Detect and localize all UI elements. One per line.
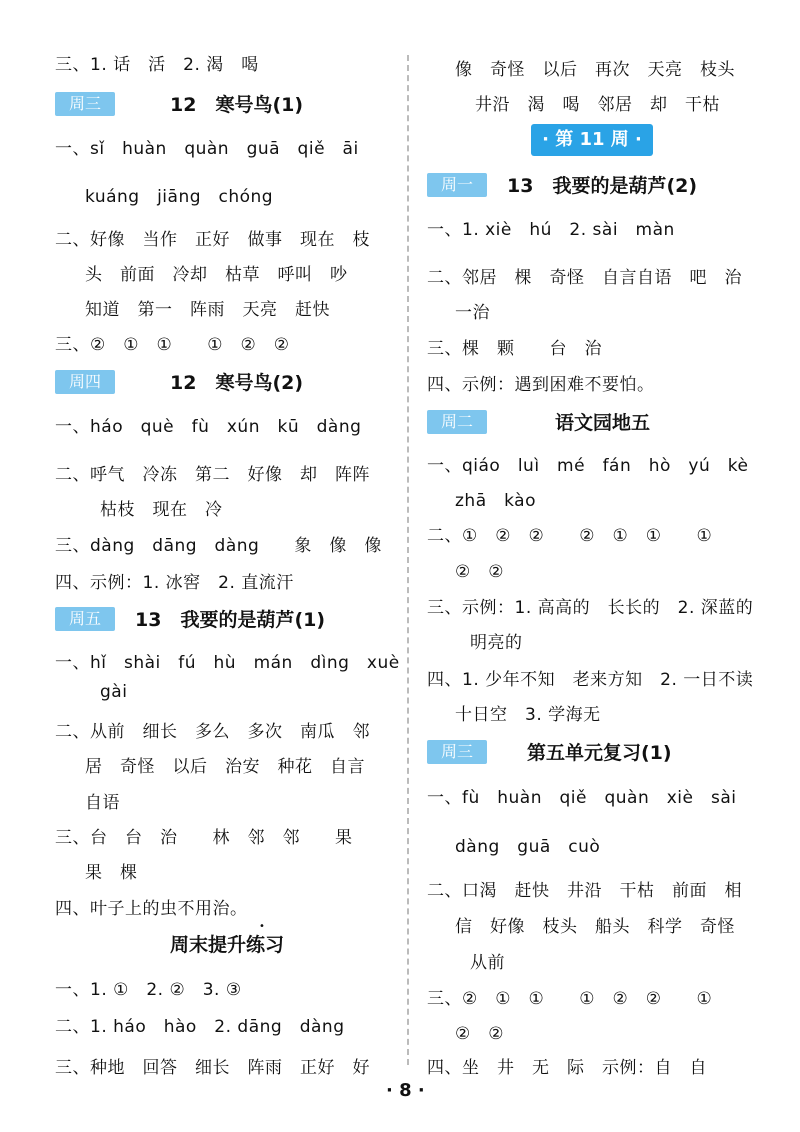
page-number: · 8 · (386, 1080, 425, 1101)
section-title: 12 寒号鸟(2) (170, 372, 304, 394)
answer-line: 三、dàng dāng dàng 象 像 像 (55, 536, 382, 556)
emphasis-dot: • (259, 921, 265, 932)
answer-line: 一、qiáo luì mé fán hò yú kè (427, 456, 749, 476)
answer-line: 二、口渴 赶快 井沿 干枯 前面 相 (427, 881, 742, 901)
answer-line: gài (100, 682, 128, 702)
answer-line: 一、hǐ shài fú hù mán dìng xuè (55, 653, 400, 673)
day-badge: 周二 (427, 410, 487, 434)
day-badge: 周一 (427, 173, 487, 197)
answer-line: 四、1. 少年不知 老来方知 2. 一日不读 (427, 670, 754, 690)
answer-line: 四、叶子上的虫不用治。 (55, 899, 248, 919)
answer-line: 三、种地 回答 细长 阵雨 正好 好 (55, 1058, 370, 1078)
section-title: 语文园地五 (555, 412, 651, 434)
answer-line: 二、1. háo hào 2. dāng dàng (55, 1017, 345, 1037)
day-badge: 周三 (55, 92, 115, 116)
answer-line: 信 好像 枝头 船头 科学 奇怪 (455, 917, 735, 937)
day-badge: 周五 (55, 607, 115, 631)
answer-line: 一、háo què fù xún kū dàng (55, 417, 362, 437)
answer-line: 三、② ① ① ① ② ② ① (427, 989, 713, 1009)
answer-line: 三、棵 颗 台 治 (427, 339, 602, 359)
answer-line: zhā kào (455, 491, 536, 511)
answer-line: 三、1. 话 活 2. 渴 喝 (55, 55, 259, 75)
section-title: 12 寒号鸟(1) (170, 94, 304, 116)
answer-line: 一、1. ① 2. ② 3. ③ (55, 980, 242, 1000)
answer-line: 一治 (455, 303, 490, 323)
answer-line: ② ② (455, 562, 504, 582)
day-badge: 周四 (55, 370, 115, 394)
answer-line: 四、坐 井 无 际 示例：自 自 (427, 1058, 707, 1078)
answer-line: 二、① ② ② ② ① ① ① (427, 526, 713, 546)
answer-line: 二、好像 当作 正好 做事 现在 枝 (55, 230, 370, 250)
answer-line: 明亮的 (470, 633, 523, 653)
answer-line: dàng guā cuò (455, 837, 601, 857)
answer-line: 三、示例：1. 高高的 长长的 2. 深蓝的 (427, 598, 754, 618)
answer-line: 居 奇怪 以后 治安 种花 自言 (85, 757, 365, 777)
answer-line: 四、示例：遇到困难不要怕。 (427, 375, 655, 395)
section-title: 13 我要的是葫芦(2) (507, 175, 698, 197)
answer-line: 一、1. xiè hú 2. sài màn (427, 220, 675, 240)
section-title: 第五单元复习(1) (527, 742, 672, 764)
answer-line: 一、sǐ huàn quàn guā qiě āi (55, 139, 359, 159)
answer-line: 枯枝 现在 冷 (100, 500, 223, 520)
answer-line: 井沿 渴 喝 邻居 却 干枯 (475, 95, 720, 115)
answer-line: 自语 (85, 793, 120, 813)
week-banner: · 第 11 周 · (531, 124, 653, 156)
answer-line: kuáng jiāng chóng (85, 187, 274, 207)
answer-line: 果 棵 (85, 863, 138, 883)
day-badge: 周三 (427, 740, 487, 764)
answer-line: 头 前面 冷却 枯草 呼叫 吵 (85, 265, 348, 285)
answer-line: 四、示例：1. 冰窖 2. 直流汗 (55, 573, 294, 593)
answer-line: ② ② (455, 1024, 504, 1044)
answer-line: 三、台 台 治 林 邻 邻 果 (55, 828, 353, 848)
answer-line: 二、邻居 棵 奇怪 自言自语 吧 治 (427, 268, 742, 288)
answer-line: 二、从前 细长 多么 多次 南瓜 邻 (55, 722, 370, 742)
answer-line: 三、② ① ① ① ② ② (55, 335, 290, 355)
answer-line: 从前 (470, 953, 505, 973)
weekend-title: 周末提升练习 (170, 934, 285, 956)
answer-line: 一、fù huàn qiě quàn xiè sài (427, 788, 737, 808)
answer-line: 像 奇怪 以后 再次 天亮 枝头 (455, 60, 735, 80)
answer-line: 十日空 3. 学海无 (455, 705, 601, 725)
section-title: 13 我要的是葫芦(1) (135, 609, 326, 631)
column-divider (407, 55, 409, 1065)
answer-line: 知道 第一 阵雨 天亮 赶快 (85, 300, 330, 320)
answer-line: 二、呼气 冷冻 第二 好像 却 阵阵 (55, 465, 370, 485)
